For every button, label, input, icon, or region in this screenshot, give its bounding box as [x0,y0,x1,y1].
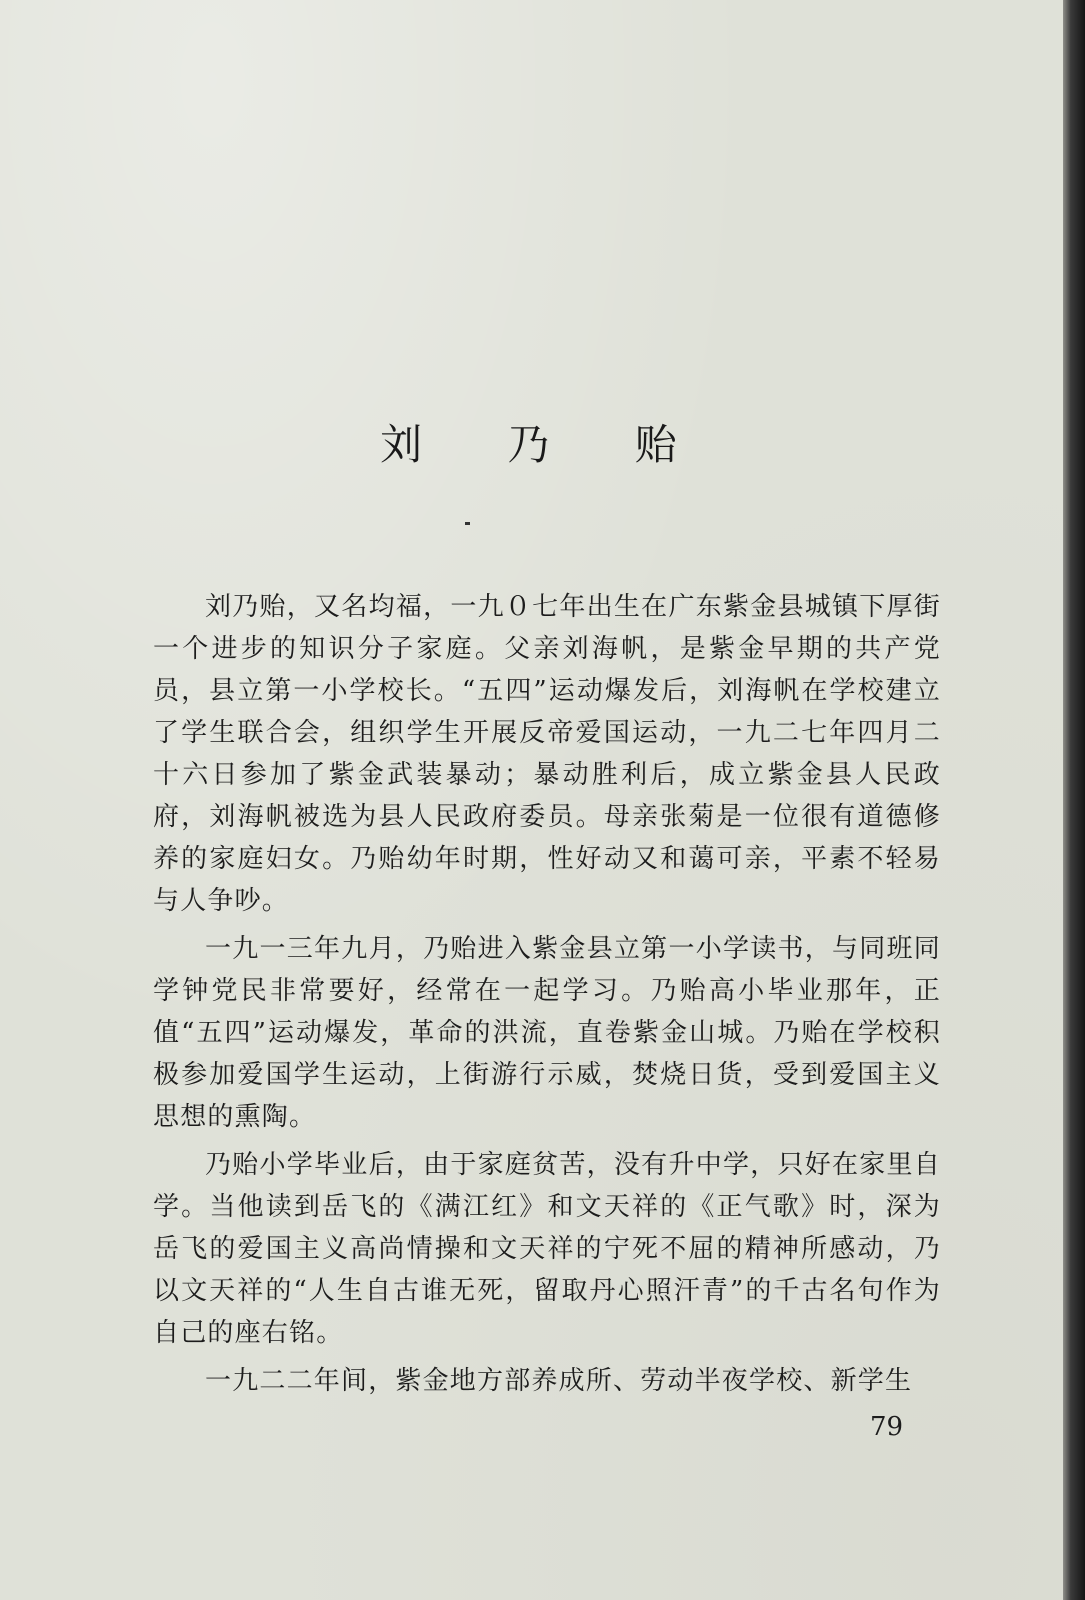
paragraph: 一九一三年九月，乃贻进入紫金县立第一小学读书，与同班同学钟党民非常要好，经常在一起学习。乃贻高小毕业那年，正值“五四”运动爆发，革命的洪流，直卷紫金山城。乃贻在学校积极参加爱国学生运动，上街游行示威，焚烧日货，受到爱国主义思想的熏陶。 [153,934,941,1132]
body-text [153,586,941,1408]
scan-edge [1063,0,1085,1600]
paragraph: 一九二二年间，紫金地方部养成所、劳动半夜学校、新学生 [205,1366,913,1396]
paragraph: 刘乃贻，又名均福，一九０七年出生在广东紫金县城镇下厚街一个进步的知识分子家庭。父亲刘海帆，是紫金早期的共产党员，县立第一小学校长。“五四”运动爆发后，刘海帆在学校建立了学生联合会，组织学生开展反帝爱国运动，一九二七年四月二十六日参加了紫金武装暴动；暴动胜利后，成立紫金县人民政府，刘海帆被选为县人民政府委员。母亲张菊是一位很有道德修养的家庭妇女。乃贻幼年时期，性好动又和蔼可亲，平素不轻易与人争吵。 [153,592,941,916]
page-number: 79 [870,1412,904,1442]
paragraph: 乃贻小学毕业后，由于家庭贫苦，没有升中学，只好在家里自学。当他读到岳飞的《满江红》和文天祥的《正气歌》时，深为岳飞的爱国主义高尚情操和文天祥的宁死不屈的精神所感动，乃以文天祥的“人生自古谁无死，留取丹心照汗青”的千古名句作为自己的座右铭。 [153,1150,941,1348]
separator-mark [465,522,470,525]
page-title: 刘 乃 贻 [380,420,713,469]
